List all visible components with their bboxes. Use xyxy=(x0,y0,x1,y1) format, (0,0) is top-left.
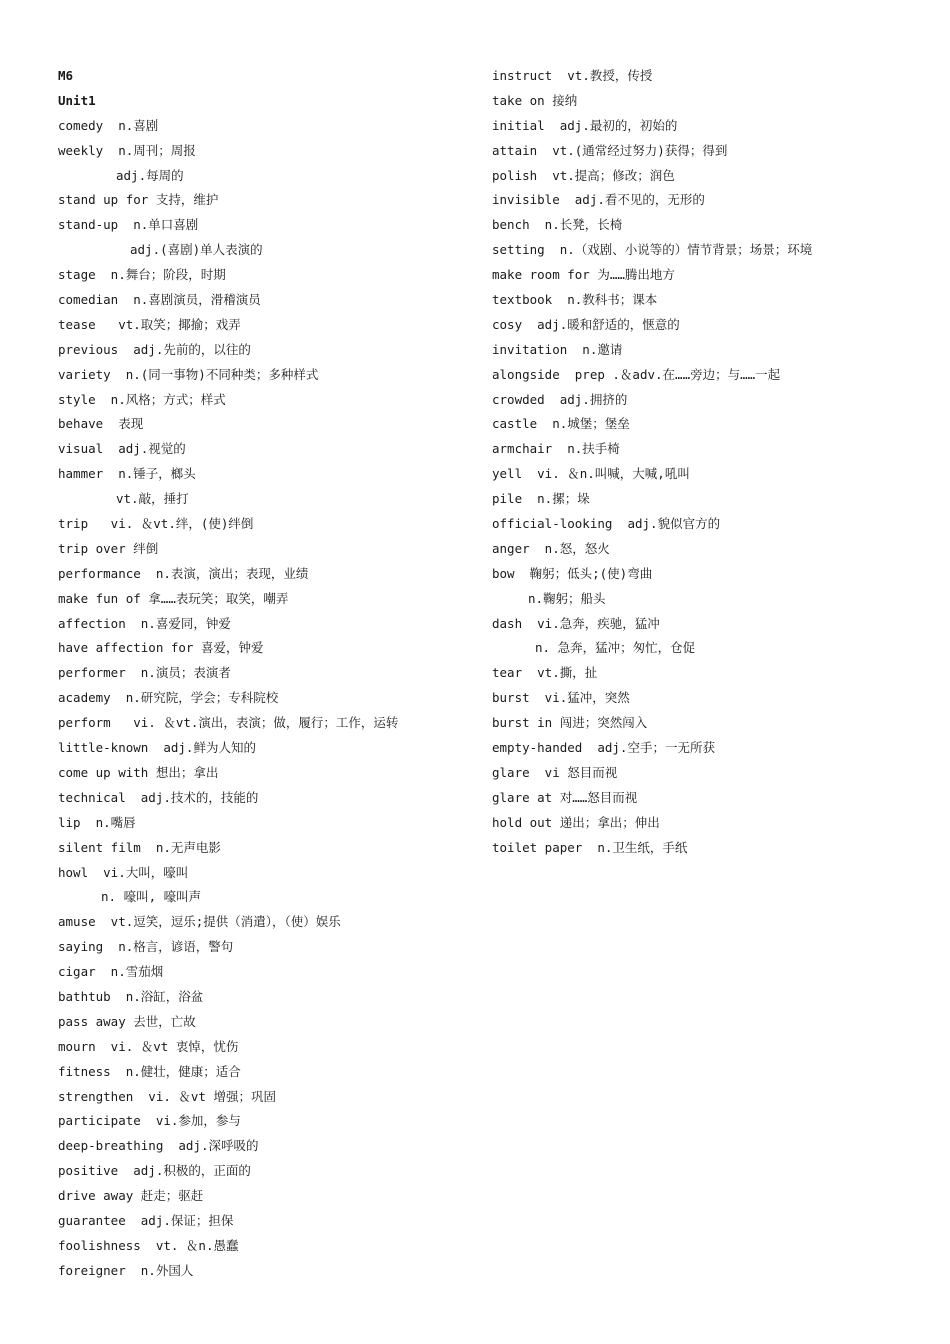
vocab-entry: n. 嚎叫, 嚎叫声 xyxy=(101,889,202,905)
vocab-entry: castle n.城堡；堡垒 xyxy=(492,416,630,432)
vocab-entry: polish vt.提高；修改；润色 xyxy=(492,167,675,183)
left-column xyxy=(58,64,478,1284)
vocab-entry: armchair n.扶手椅 xyxy=(492,441,620,457)
vocab-entry: burst vi.猛冲，突然 xyxy=(492,690,630,706)
vocab-entry: n.鞠躬；船头 xyxy=(528,590,606,606)
vocab-entry: instruct vt.教授，传授 xyxy=(492,68,653,83)
vocab-entry: previous adj.先前的，以往的 xyxy=(58,341,251,357)
vocab-entry: stage n.舞台；阶段，时期 xyxy=(58,267,226,283)
vocab-entry: comedy n.喜剧 xyxy=(58,117,159,133)
vocab-entry: cigar n.雪茄烟 xyxy=(58,964,164,980)
vocab-entry: fitness n.健壮，健康；适合 xyxy=(58,1063,241,1079)
vocab-entry: dash vi.急奔，疾驰，猛冲 xyxy=(492,615,660,631)
vocab-entry: cosy adj.暖和舒适的，惬意的 xyxy=(492,316,680,332)
vocab-entry: tease vt.取笑；揶揄；戏弄 xyxy=(58,316,241,332)
vocab-entry: adj.(喜剧)单人表演的 xyxy=(130,242,263,258)
vocab-entry: come up with 想出；拿出 xyxy=(58,764,219,780)
vocab-entry: trip vi. ＆vt.绊，(使)绊倒 xyxy=(58,516,254,532)
vocab-entry: mourn vi. ＆vt 衷悼，忧伤 xyxy=(58,1038,239,1054)
vocab-entry: deep-breathing adj.深呼吸的 xyxy=(58,1138,259,1154)
vocab-entry: alongside prep .＆adv.在……旁边；与……一起 xyxy=(492,366,781,382)
vocab-entry: stand up for 支持，维护 xyxy=(58,192,219,208)
vocab-entry: silent film n.无声电影 xyxy=(58,839,221,855)
vocab-entry: tear vt.撕，扯 xyxy=(492,665,598,681)
vocab-entry: bathtub n.浴缸，浴盆 xyxy=(58,988,204,1004)
vocab-entry: bow 鞠躬；低头;(使)弯曲 xyxy=(492,565,653,581)
heading: Unit1 xyxy=(58,92,96,108)
vocab-entry: academy n.研究院，学会；专科院校 xyxy=(58,690,279,706)
vocab-entry: n. 急奔，猛冲；匆忙，仓促 xyxy=(535,640,696,656)
vocab-entry: lip n.嘴唇 xyxy=(58,814,136,830)
vocab-entry: foolishness vt. ＆n.愚蠢 xyxy=(58,1237,239,1253)
vocab-entry: strengthen vi. ＆vt 增强；巩固 xyxy=(58,1088,276,1104)
vocab-entry: pile n.摞；垛 xyxy=(492,491,590,507)
vocab-entry: official-looking adj.貌似官方的 xyxy=(492,516,721,532)
vocab-entry: attain vt.(通常经过努力)获得；得到 xyxy=(492,142,728,158)
vocab-entry: weekly n.周刊；周报 xyxy=(58,142,196,158)
vocab-entry: anger n.怒，怒火 xyxy=(492,540,610,556)
vocab-entry: foreigner n.外国人 xyxy=(58,1262,194,1278)
vocab-entry: behave 表现 xyxy=(58,416,144,432)
vocab-entry: have affection for 喜爱，钟爱 xyxy=(58,640,264,656)
vocab-entry: trip over 绊倒 xyxy=(58,540,159,556)
heading: M6 xyxy=(58,68,74,83)
vocab-entry: perform vi. ＆vt.演出，表演；做，履行；工作，运转 xyxy=(58,715,399,731)
vocab-entry: drive away 赶走；驱赶 xyxy=(58,1188,204,1204)
vocab-entry: setting n.（戏剧、小说等的）情节背景；场景；环境 xyxy=(492,242,813,258)
vocab-entry: vt.敲，捶打 xyxy=(116,491,189,507)
vocab-entry: initial adj.最初的，初始的 xyxy=(492,117,678,133)
vocab-entry: empty-handed adj.空手；一无所获 xyxy=(492,740,715,756)
vocab-entry: glare at 对……怒目而视 xyxy=(492,789,638,805)
vocab-entry: make room for 为……腾出地方 xyxy=(492,267,675,283)
vocab-entry: affection n.喜爱同，钟爱 xyxy=(58,615,231,631)
vocab-entry: visual adj.视觉的 xyxy=(58,441,186,457)
vocab-entry: bench n.长凳，长椅 xyxy=(492,217,623,233)
vocab-entry: crowded adj.拥挤的 xyxy=(492,391,628,407)
vocab-entry: amuse vt.逗笑，逗乐;提供（消遣），（使）娱乐 xyxy=(58,914,341,930)
vocab-entry: make fun of 拿……表玩笑；取笑，嘲弄 xyxy=(58,590,289,606)
vocab-entry: burst in 闯进；突然闯入 xyxy=(492,715,648,731)
vocab-entry: adj.每周的 xyxy=(116,167,184,183)
vocab-entry: glare vi 怒目而视 xyxy=(492,764,618,780)
vocab-entry: stand-up n.单口喜剧 xyxy=(58,217,199,233)
vocab-entry: invisible adj.看不见的，无形的 xyxy=(492,192,705,208)
vocab-entry: performer n.演员；表演者 xyxy=(58,665,231,681)
vocab-entry: style n.风格；方式；样式 xyxy=(58,391,226,407)
vocab-entry: participate vi.参加，参与 xyxy=(58,1113,241,1129)
vocab-entry: performance n.表演，演出；表现，业绩 xyxy=(58,565,309,581)
right-column xyxy=(492,64,932,861)
vocab-entry: guarantee adj.保证；担保 xyxy=(58,1212,234,1228)
vocab-entry: yell vi. ＆n.叫喊，大喊,吼叫 xyxy=(492,466,690,482)
vocab-entry: take on 接纳 xyxy=(492,92,578,108)
vocab-entry: technical adj.技术的，技能的 xyxy=(58,789,259,805)
vocab-entry: pass away 去世，亡故 xyxy=(58,1013,196,1029)
vocab-entry: variety n.(同一事物)不同种类；多种样式 xyxy=(58,366,319,382)
vocab-entry: comedian n.喜剧演员，滑稽演员 xyxy=(58,292,261,308)
vocab-entry: little-known adj.鲜为人知的 xyxy=(58,740,256,756)
vocab-entry: positive adj.积极的，正面的 xyxy=(58,1163,251,1179)
vocab-entry: hammer n.锤子，榔头 xyxy=(58,466,196,482)
vocab-entry: hold out 递出；拿出；伸出 xyxy=(492,814,660,830)
vocab-entry: invitation n.邀请 xyxy=(492,341,623,357)
vocab-entry: textbook n.教科书；课本 xyxy=(492,292,658,308)
vocab-entry: toilet paper n.卫生纸，手纸 xyxy=(492,839,688,855)
vocab-entry: saying n.格言，谚语，警句 xyxy=(58,939,234,955)
vocab-entry: howl vi.大叫，嚎叫 xyxy=(58,864,189,880)
